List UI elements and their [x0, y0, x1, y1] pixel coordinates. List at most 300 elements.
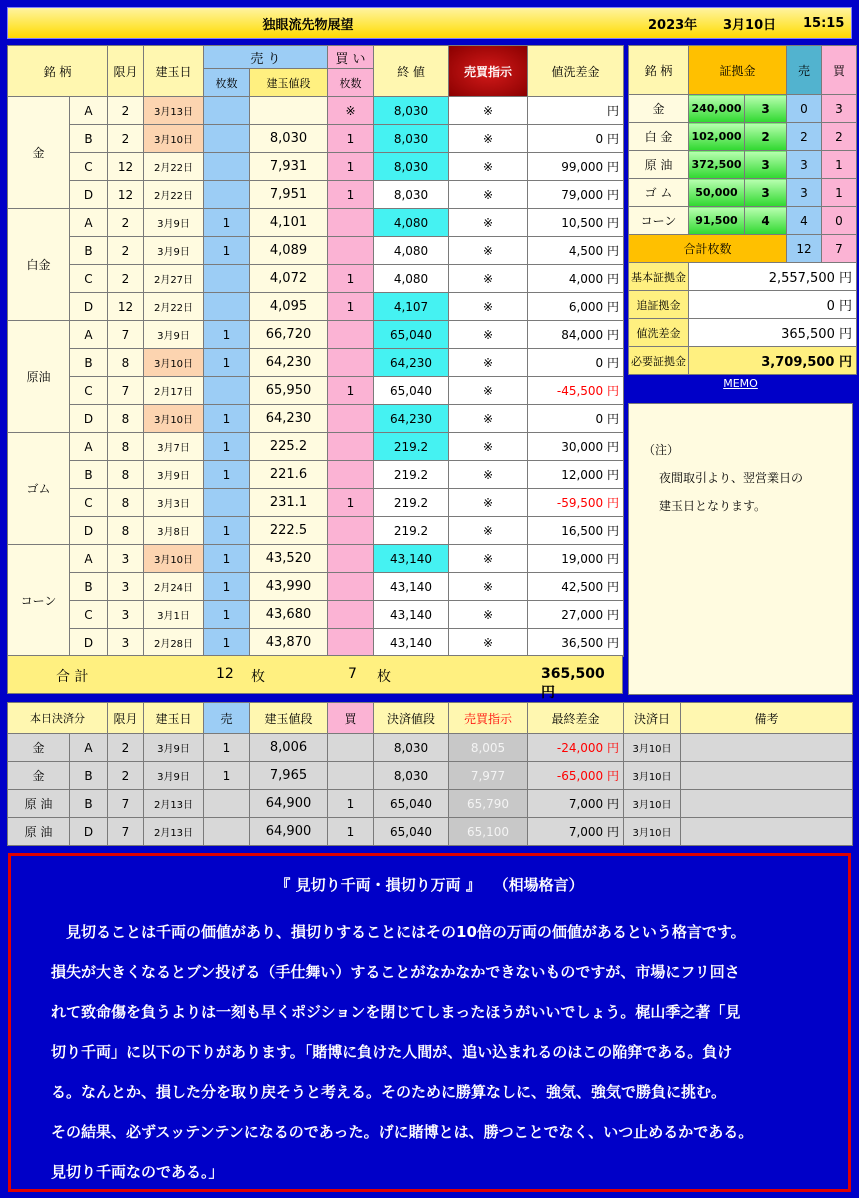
brand-name: 金 — [8, 97, 70, 209]
settled-price: 64,900 — [250, 790, 328, 818]
settled-signal: 65,790 — [449, 790, 528, 818]
sell-qty-cell: 1 — [204, 209, 250, 237]
margin-buy: 3 — [822, 95, 857, 123]
position-row — [8, 97, 624, 125]
month-cell: 8 — [108, 517, 144, 545]
header-date: 建玉日 — [144, 46, 204, 97]
header-diff: 値洗差金 — [528, 46, 624, 97]
sell-qty-cell: 1 — [204, 321, 250, 349]
slot-label: D — [70, 293, 108, 321]
buy-qty-cell — [328, 237, 374, 265]
position-row — [8, 545, 624, 573]
sell-qty-cell — [204, 293, 250, 321]
slot-label: B — [70, 573, 108, 601]
month-cell: 3 — [108, 573, 144, 601]
signal-cell: ※ — [449, 629, 528, 657]
diff-cell: 27,000 円 — [528, 601, 624, 629]
diff-cell: 10,500 円 — [528, 209, 624, 237]
buy-qty-cell — [328, 517, 374, 545]
month-cell: 2 — [108, 237, 144, 265]
settled-final: 7,000 円 — [528, 818, 624, 846]
position-row — [8, 461, 624, 489]
price-cell: 4,089 — [250, 237, 328, 265]
summary-row — [629, 347, 857, 375]
signal-cell: ※ — [449, 377, 528, 405]
buy-qty-cell — [328, 209, 374, 237]
diff-cell: 16,500 円 — [528, 517, 624, 545]
memo-box — [628, 403, 853, 695]
diff-cell: 0 円 — [528, 349, 624, 377]
price-cell: 4,095 — [250, 293, 328, 321]
position-row — [8, 517, 624, 545]
header-year: 2023年 — [648, 17, 698, 33]
summary-label: 必要証拠金 — [629, 347, 689, 375]
settled-header-sell: 売 — [204, 703, 250, 734]
margin-ratio: 2 — [745, 123, 787, 151]
sell-qty-cell — [204, 97, 250, 125]
settled-signal: 7,977 — [449, 762, 528, 790]
slot-label: C — [70, 489, 108, 517]
settled-header-settle: 決済値段 — [374, 703, 449, 734]
settled-header-note: 備考 — [681, 703, 853, 734]
close-cell: 43,140 — [374, 573, 449, 601]
position-row — [8, 321, 624, 349]
settled-row — [8, 734, 853, 762]
price-cell: 4,072 — [250, 265, 328, 293]
buy-qty-cell — [328, 461, 374, 489]
proverb-line: れて致命傷を負うよりは一刻も早くポジションを閉じてしまったほうがいいでしょう。梶山季之著「見 — [51, 1003, 741, 1021]
proverb-line: 見切ることは千両の価値があり、損切りすることにはその10倍の万両の価値があるという格言です。 — [51, 923, 746, 941]
settled-settle: 65,040 — [374, 818, 449, 846]
proverb-box — [8, 853, 851, 1192]
date-cell: 2月22日 — [144, 153, 204, 181]
signal-cell: ※ — [449, 545, 528, 573]
date-cell: 2月17日 — [144, 377, 204, 405]
signal-cell: ※ — [449, 517, 528, 545]
month-cell: 3 — [108, 629, 144, 657]
close-cell: 4,107 — [374, 293, 449, 321]
month-cell: 2 — [108, 265, 144, 293]
header-brand: 銘 柄 — [8, 46, 108, 97]
diff-cell: 79,000 円 — [528, 181, 624, 209]
header-date: 3月10日 — [723, 17, 777, 33]
buy-qty-cell — [328, 321, 374, 349]
summary-value: 365,500 円 — [689, 319, 857, 347]
price-cell: 231.1 — [250, 489, 328, 517]
sell-qty-cell: 1 — [204, 601, 250, 629]
settled-note — [681, 818, 853, 846]
date-cell: 3月8日 — [144, 517, 204, 545]
signal-cell: ※ — [449, 405, 528, 433]
proverb-line: る。なんとか、損した分を取り戻そうと考える。そのために勝算なしに、強気、強気で勝負に挑む。 — [51, 1083, 727, 1101]
position-row — [8, 629, 624, 657]
settled-signal: 8,005 — [449, 734, 528, 762]
settled-date: 2月13日 — [144, 790, 204, 818]
margin-brand: ゴ ム — [629, 179, 689, 207]
buy-qty-cell — [328, 349, 374, 377]
close-cell: 4,080 — [374, 209, 449, 237]
settled-row — [8, 790, 853, 818]
margin-sell: 3 — [787, 179, 822, 207]
settled-brand: 金 — [8, 762, 70, 790]
margin-row — [629, 179, 857, 207]
slot-label: B — [70, 125, 108, 153]
buy-qty-cell — [328, 601, 374, 629]
settled-buy — [328, 734, 374, 762]
date-cell: 3月1日 — [144, 601, 204, 629]
settled-brand: 原 油 — [8, 818, 70, 846]
diff-cell: -59,500 円 — [528, 489, 624, 517]
date-cell: 3月3日 — [144, 489, 204, 517]
sell-qty-cell: 1 — [204, 573, 250, 601]
slot-label: D — [70, 405, 108, 433]
diff-cell: 12,000 円 — [528, 461, 624, 489]
memo-line: 夜間取引より、翌営業日の — [659, 471, 804, 485]
month-cell: 12 — [108, 181, 144, 209]
settled-settle: 65,040 — [374, 790, 449, 818]
slot-label: C — [70, 377, 108, 405]
settled-header-signal: 売買指示 — [449, 703, 528, 734]
brand-name: 白金 — [8, 209, 70, 321]
month-cell: 8 — [108, 461, 144, 489]
month-cell: 8 — [108, 489, 144, 517]
margin-table — [628, 45, 857, 375]
month-cell: 12 — [108, 153, 144, 181]
close-cell: 4,080 — [374, 237, 449, 265]
price-cell: 7,931 — [250, 153, 328, 181]
proverb-line: 損失が大きくなるとブン投げる（手仕舞い）することがなかなかできないものですが、市場にフリ回さ — [51, 963, 740, 981]
settled-final: 7,000 円 — [528, 790, 624, 818]
settled-price: 64,900 — [250, 818, 328, 846]
proverb-body — [51, 912, 821, 1192]
total-buy: 7 — [348, 666, 357, 682]
settled-row — [8, 762, 853, 790]
close-cell: 64,230 — [374, 349, 449, 377]
settled-row — [8, 818, 853, 846]
margin-buy: 0 — [822, 207, 857, 235]
summary-label: 追証拠金 — [629, 291, 689, 319]
sell-qty-cell: 1 — [204, 629, 250, 657]
signal-cell: ※ — [449, 265, 528, 293]
price-cell: 222.5 — [250, 517, 328, 545]
total-amount: 365,500 円 — [541, 666, 605, 701]
settled-brand: 金 — [8, 734, 70, 762]
signal-cell: ※ — [449, 321, 528, 349]
position-row — [8, 153, 624, 181]
date-cell: 3月9日 — [144, 461, 204, 489]
diff-cell: 19,000 円 — [528, 545, 624, 573]
position-row — [8, 433, 624, 461]
signal-cell: ※ — [449, 181, 528, 209]
position-row — [8, 181, 624, 209]
side-total-buy: 7 — [822, 235, 857, 263]
settled-slot: D — [70, 818, 108, 846]
sell-qty-cell: 1 — [204, 545, 250, 573]
slot-label: C — [70, 601, 108, 629]
close-cell: 43,140 — [374, 629, 449, 657]
settled-signal: 65,100 — [449, 818, 528, 846]
date-cell: 3月10日 — [144, 405, 204, 433]
month-cell: 8 — [108, 349, 144, 377]
margin-value: 50,000 — [689, 179, 745, 207]
slot-label: B — [70, 461, 108, 489]
date-cell: 3月9日 — [144, 209, 204, 237]
settled-month: 2 — [108, 734, 144, 762]
signal-cell: ※ — [449, 97, 528, 125]
date-cell: 2月22日 — [144, 293, 204, 321]
buy-qty-cell — [328, 405, 374, 433]
close-cell: 8,030 — [374, 125, 449, 153]
date-cell: 2月24日 — [144, 573, 204, 601]
total-sell-unit: 枚 — [251, 669, 265, 685]
settled-note — [681, 790, 853, 818]
price-cell: 66,720 — [250, 321, 328, 349]
header-sell-qty: 枚数 — [204, 69, 250, 97]
header-price: 建玉値段 — [250, 69, 328, 97]
settled-table — [7, 702, 853, 846]
margin-value: 102,000 — [689, 123, 745, 151]
close-cell: 8,030 — [374, 97, 449, 125]
price-cell: 43,990 — [250, 573, 328, 601]
summary-row — [629, 319, 857, 347]
settled-buy: 1 — [328, 818, 374, 846]
date-cell: 3月9日 — [144, 321, 204, 349]
position-row — [8, 405, 624, 433]
signal-cell: ※ — [449, 489, 528, 517]
sell-qty-cell — [204, 377, 250, 405]
summary-value: 3,709,500 円 — [689, 347, 857, 375]
settled-month: 2 — [108, 762, 144, 790]
settled-header-buy: 買 — [328, 703, 374, 734]
settled-brand: 原 油 — [8, 790, 70, 818]
sell-qty-cell — [204, 489, 250, 517]
diff-cell: 4,500 円 — [528, 237, 624, 265]
settled-final: -65,000 円 — [528, 762, 624, 790]
settled-final: -24,000 円 — [528, 734, 624, 762]
settled-price: 7,965 — [250, 762, 328, 790]
settled-buy — [328, 762, 374, 790]
brand-name: コーン — [8, 545, 70, 657]
month-cell: 7 — [108, 377, 144, 405]
settled-header-sdate: 決済日 — [624, 703, 681, 734]
settled-note — [681, 762, 853, 790]
margin-ratio: 4 — [745, 207, 787, 235]
settled-header-date: 建玉日 — [144, 703, 204, 734]
settled-sell: 1 — [204, 762, 250, 790]
diff-cell: 36,500 円 — [528, 629, 624, 657]
buy-qty-cell: 1 — [328, 293, 374, 321]
settled-header-month: 限月 — [108, 703, 144, 734]
position-row — [8, 209, 624, 237]
slot-label: D — [70, 181, 108, 209]
date-cell: 3月10日 — [144, 545, 204, 573]
summary-label: 基本証拠金 — [629, 263, 689, 291]
slot-label: C — [70, 265, 108, 293]
settled-month: 7 — [108, 818, 144, 846]
price-cell: 43,680 — [250, 601, 328, 629]
header-signal: 売買指示 — [449, 46, 528, 97]
signal-cell: ※ — [449, 237, 528, 265]
side-total-sell: 12 — [787, 235, 822, 263]
buy-qty-cell: 1 — [328, 181, 374, 209]
date-cell: 3月10日 — [144, 125, 204, 153]
proverb-line: その結果、必ずスッテンテンになるのであった。げに賭博とは、勝つことでなく、いつ止めるかである。 — [51, 1123, 754, 1141]
diff-cell: 円 — [528, 97, 624, 125]
buy-qty-cell — [328, 629, 374, 657]
total-bar — [7, 655, 623, 701]
price-cell: 43,870 — [250, 629, 328, 657]
buy-qty-cell — [328, 573, 374, 601]
margin-sell: 3 — [787, 151, 822, 179]
brand-name: 原油 — [8, 321, 70, 433]
header-time: 15:15 — [803, 15, 845, 31]
settled-sell — [204, 790, 250, 818]
price-cell: 7,951 — [250, 181, 328, 209]
month-cell: 12 — [108, 293, 144, 321]
memo-link[interactable]: MEMO — [723, 377, 758, 390]
side-header-buy: 買 — [822, 46, 857, 95]
date-cell: 3月7日 — [144, 433, 204, 461]
header-close: 終 値 — [374, 46, 449, 97]
price-cell: 64,230 — [250, 405, 328, 433]
date-cell: 2月27日 — [144, 265, 204, 293]
margin-value: 240,000 — [689, 95, 745, 123]
margin-buy: 1 — [822, 179, 857, 207]
settled-header-title: 本日決済分 — [8, 703, 108, 734]
settled-price: 8,006 — [250, 734, 328, 762]
total-label: 合 計 — [56, 669, 89, 685]
memo-line: （注） — [643, 443, 680, 457]
total-buy-unit: 枚 — [377, 669, 391, 685]
margin-brand: コーン — [629, 207, 689, 235]
price-cell: 8,030 — [250, 125, 328, 153]
settled-settle: 8,030 — [374, 762, 449, 790]
buy-qty-cell: 1 — [328, 377, 374, 405]
close-cell: 219.2 — [374, 433, 449, 461]
sell-qty-cell — [204, 125, 250, 153]
slot-label: C — [70, 153, 108, 181]
slot-label: A — [70, 433, 108, 461]
date-cell: 2月28日 — [144, 629, 204, 657]
margin-row — [629, 123, 857, 151]
close-cell: 219.2 — [374, 517, 449, 545]
price-cell — [250, 97, 328, 125]
signal-cell: ※ — [449, 461, 528, 489]
settled-sdate: 3月10日 — [624, 762, 681, 790]
diff-cell: 0 円 — [528, 405, 624, 433]
proverb-line: 見切り千両なのである。」 — [51, 1163, 224, 1181]
positions-table — [7, 45, 624, 657]
header-buy-qty: 枚数 — [328, 69, 374, 97]
close-cell: 65,040 — [374, 321, 449, 349]
settled-sdate: 3月10日 — [624, 790, 681, 818]
side-total-label: 合計枚数 — [629, 235, 787, 263]
diff-cell: 0 円 — [528, 125, 624, 153]
close-cell: 8,030 — [374, 181, 449, 209]
signal-cell: ※ — [449, 153, 528, 181]
slot-label: A — [70, 97, 108, 125]
settled-buy: 1 — [328, 790, 374, 818]
signal-cell: ※ — [449, 209, 528, 237]
diff-cell: 42,500 円 — [528, 573, 624, 601]
title-bar — [7, 7, 852, 39]
side-header-sell: 売 — [787, 46, 822, 95]
date-cell: 3月9日 — [144, 237, 204, 265]
settled-month: 7 — [108, 790, 144, 818]
settled-header-final: 最終差金 — [528, 703, 624, 734]
position-row — [8, 601, 624, 629]
close-cell: 219.2 — [374, 489, 449, 517]
price-cell: 4,101 — [250, 209, 328, 237]
settled-sell — [204, 818, 250, 846]
signal-cell: ※ — [449, 573, 528, 601]
settled-slot: A — [70, 734, 108, 762]
signal-cell: ※ — [449, 433, 528, 461]
price-cell: 65,950 — [250, 377, 328, 405]
sell-qty-cell: 1 — [204, 237, 250, 265]
margin-ratio: 3 — [745, 151, 787, 179]
side-header-margin: 証拠金 — [689, 46, 787, 95]
margin-row — [629, 207, 857, 235]
diff-cell: 84,000 円 — [528, 321, 624, 349]
sell-qty-cell — [204, 181, 250, 209]
diff-cell: 6,000 円 — [528, 293, 624, 321]
close-cell: 8,030 — [374, 153, 449, 181]
price-cell: 225.2 — [250, 433, 328, 461]
settled-date: 3月9日 — [144, 734, 204, 762]
signal-cell: ※ — [449, 349, 528, 377]
margin-value: 372,500 — [689, 151, 745, 179]
buy-qty-cell: 1 — [328, 125, 374, 153]
proverb-line: 切り千両」に以下の下りがあります。「賭博に負けた人間が、追い込まれるのはこの陥穽である。負け — [51, 1043, 733, 1061]
brand-name: ゴム — [8, 433, 70, 545]
settled-slot: B — [70, 762, 108, 790]
close-cell: 64,230 — [374, 405, 449, 433]
diff-cell: 99,000 円 — [528, 153, 624, 181]
settled-settle: 8,030 — [374, 734, 449, 762]
buy-qty-cell: 1 — [328, 265, 374, 293]
settled-slot: B — [70, 790, 108, 818]
position-row — [8, 293, 624, 321]
settled-date: 2月13日 — [144, 818, 204, 846]
position-row — [8, 125, 624, 153]
month-cell: 2 — [108, 125, 144, 153]
settled-note — [681, 734, 853, 762]
buy-qty-cell: ※ — [328, 97, 374, 125]
memo-line: 建玉日となります。 — [659, 499, 767, 513]
margin-value: 91,500 — [689, 207, 745, 235]
margin-ratio: 3 — [745, 179, 787, 207]
summary-label: 値洗差金 — [629, 319, 689, 347]
sell-qty-cell: 1 — [204, 517, 250, 545]
position-row — [8, 265, 624, 293]
signal-cell: ※ — [449, 601, 528, 629]
slot-label: B — [70, 237, 108, 265]
slot-label: D — [70, 517, 108, 545]
date-cell: 3月13日 — [144, 97, 204, 125]
month-cell: 7 — [108, 321, 144, 349]
margin-sell: 2 — [787, 123, 822, 151]
close-cell: 43,140 — [374, 601, 449, 629]
margin-row — [629, 95, 857, 123]
sell-qty-cell — [204, 153, 250, 181]
date-cell: 3月10日 — [144, 349, 204, 377]
proverb-title: 『 見切り千両・損切り万両 』 （相場格言） — [275, 876, 584, 894]
margin-brand: 原 油 — [629, 151, 689, 179]
price-cell: 43,520 — [250, 545, 328, 573]
slot-label: B — [70, 349, 108, 377]
summary-row — [629, 263, 857, 291]
